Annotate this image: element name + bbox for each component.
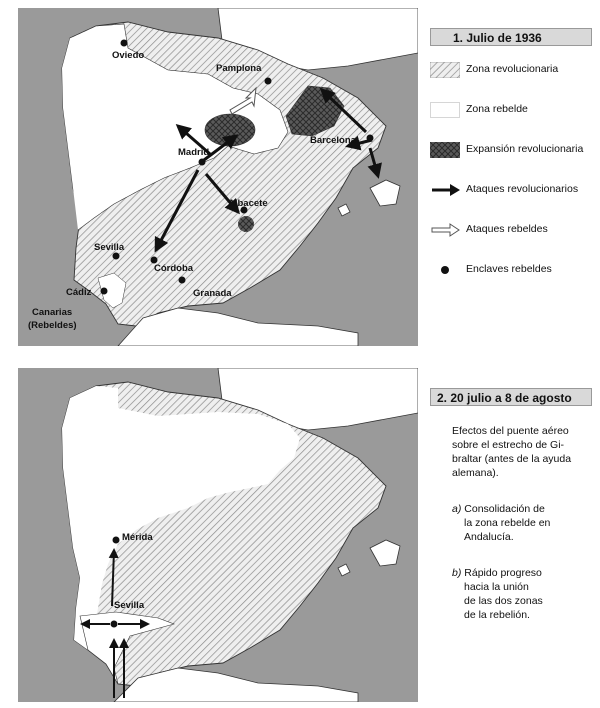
rebel-zone-swatch [430, 102, 460, 118]
city-barcelona: Barcelona [310, 135, 356, 146]
map-july-1936 [18, 8, 418, 346]
revolutionary-expansion-swatch [430, 142, 460, 158]
map-july-august-1936-svg [18, 368, 418, 702]
legend-label: Enclaves rebeldes [466, 263, 552, 275]
revolutionary-zone-swatch [430, 62, 460, 78]
legend-item-rebel-enclaves [430, 260, 592, 280]
point-b-line: de las dos zonas [464, 595, 543, 607]
point-b-line: hacia la unión [464, 581, 529, 593]
label-canarias: Canarias [32, 307, 73, 318]
city-sevilla: Sevilla [94, 242, 125, 253]
city-oviedo: Oviedo [112, 50, 145, 61]
city-merida: Mérida [122, 532, 153, 543]
legend-item-revolutionary-zone [430, 60, 592, 80]
legend-item-rebel-attacks [430, 220, 592, 240]
legend-item-revolutionary-attacks [430, 180, 592, 200]
legend-label: Zona revolucionaria [466, 63, 559, 75]
point-a-line [452, 502, 592, 516]
legend-title-2: 2. 20 julio a 8 de agosto [430, 388, 592, 406]
point-b-text: Rápido progreso [464, 567, 542, 579]
point-b [452, 566, 592, 622]
intro-line: Efectos del puente aéreo [452, 425, 569, 437]
city-sevilla-2: Sevilla [114, 600, 145, 611]
legend-item-rebel-zone [430, 100, 592, 120]
map-july-august-1936 [18, 368, 418, 702]
legend-label: Expansión revolucionaria [466, 143, 584, 155]
legend-july-august [430, 388, 592, 621]
legend-label: Ataques revolucionarios [466, 183, 579, 195]
city-cadiz: Cádiz [66, 287, 92, 298]
intro-text [452, 424, 592, 480]
legend-item-revolutionary-expansion [430, 140, 592, 160]
city-granada: Granada [193, 288, 232, 299]
city-madrid: Madrid [178, 147, 210, 158]
outline-arrow-icon [430, 222, 460, 238]
point-b-line [452, 566, 592, 580]
expansion-albacete [238, 216, 254, 232]
point-a-letter: a) [452, 503, 462, 515]
point-a [452, 502, 592, 544]
point-b-letter: b) [452, 567, 462, 579]
city-cordoba: Córdoba [154, 263, 194, 274]
legend-july-1936 [430, 28, 592, 275]
point-a-text: Consolidación de [464, 503, 545, 515]
label-rebeldes: (Rebeldes) [28, 320, 77, 331]
intro-line: sobre el estrecho de Gi- [452, 439, 565, 451]
dot-icon [430, 262, 460, 278]
point-b-line: de la rebelión. [464, 609, 530, 621]
legend-label: Ataques rebeldes [466, 223, 548, 235]
city-pamplona: Pamplona [216, 63, 262, 74]
legend-title: 1. Julio de 1936 [430, 28, 592, 46]
intro-line: braltar (antes de la ayuda [452, 453, 572, 465]
point-a-line: Andalucía. [464, 531, 514, 543]
map-july-1936-svg [18, 8, 418, 346]
city-albacete: Albacete [228, 198, 268, 209]
intro-line: alemana). [452, 467, 499, 479]
legend-label: Zona rebelde [466, 103, 528, 115]
point-a-line: la zona rebelde en [464, 517, 551, 529]
arrow-icon [430, 182, 460, 198]
